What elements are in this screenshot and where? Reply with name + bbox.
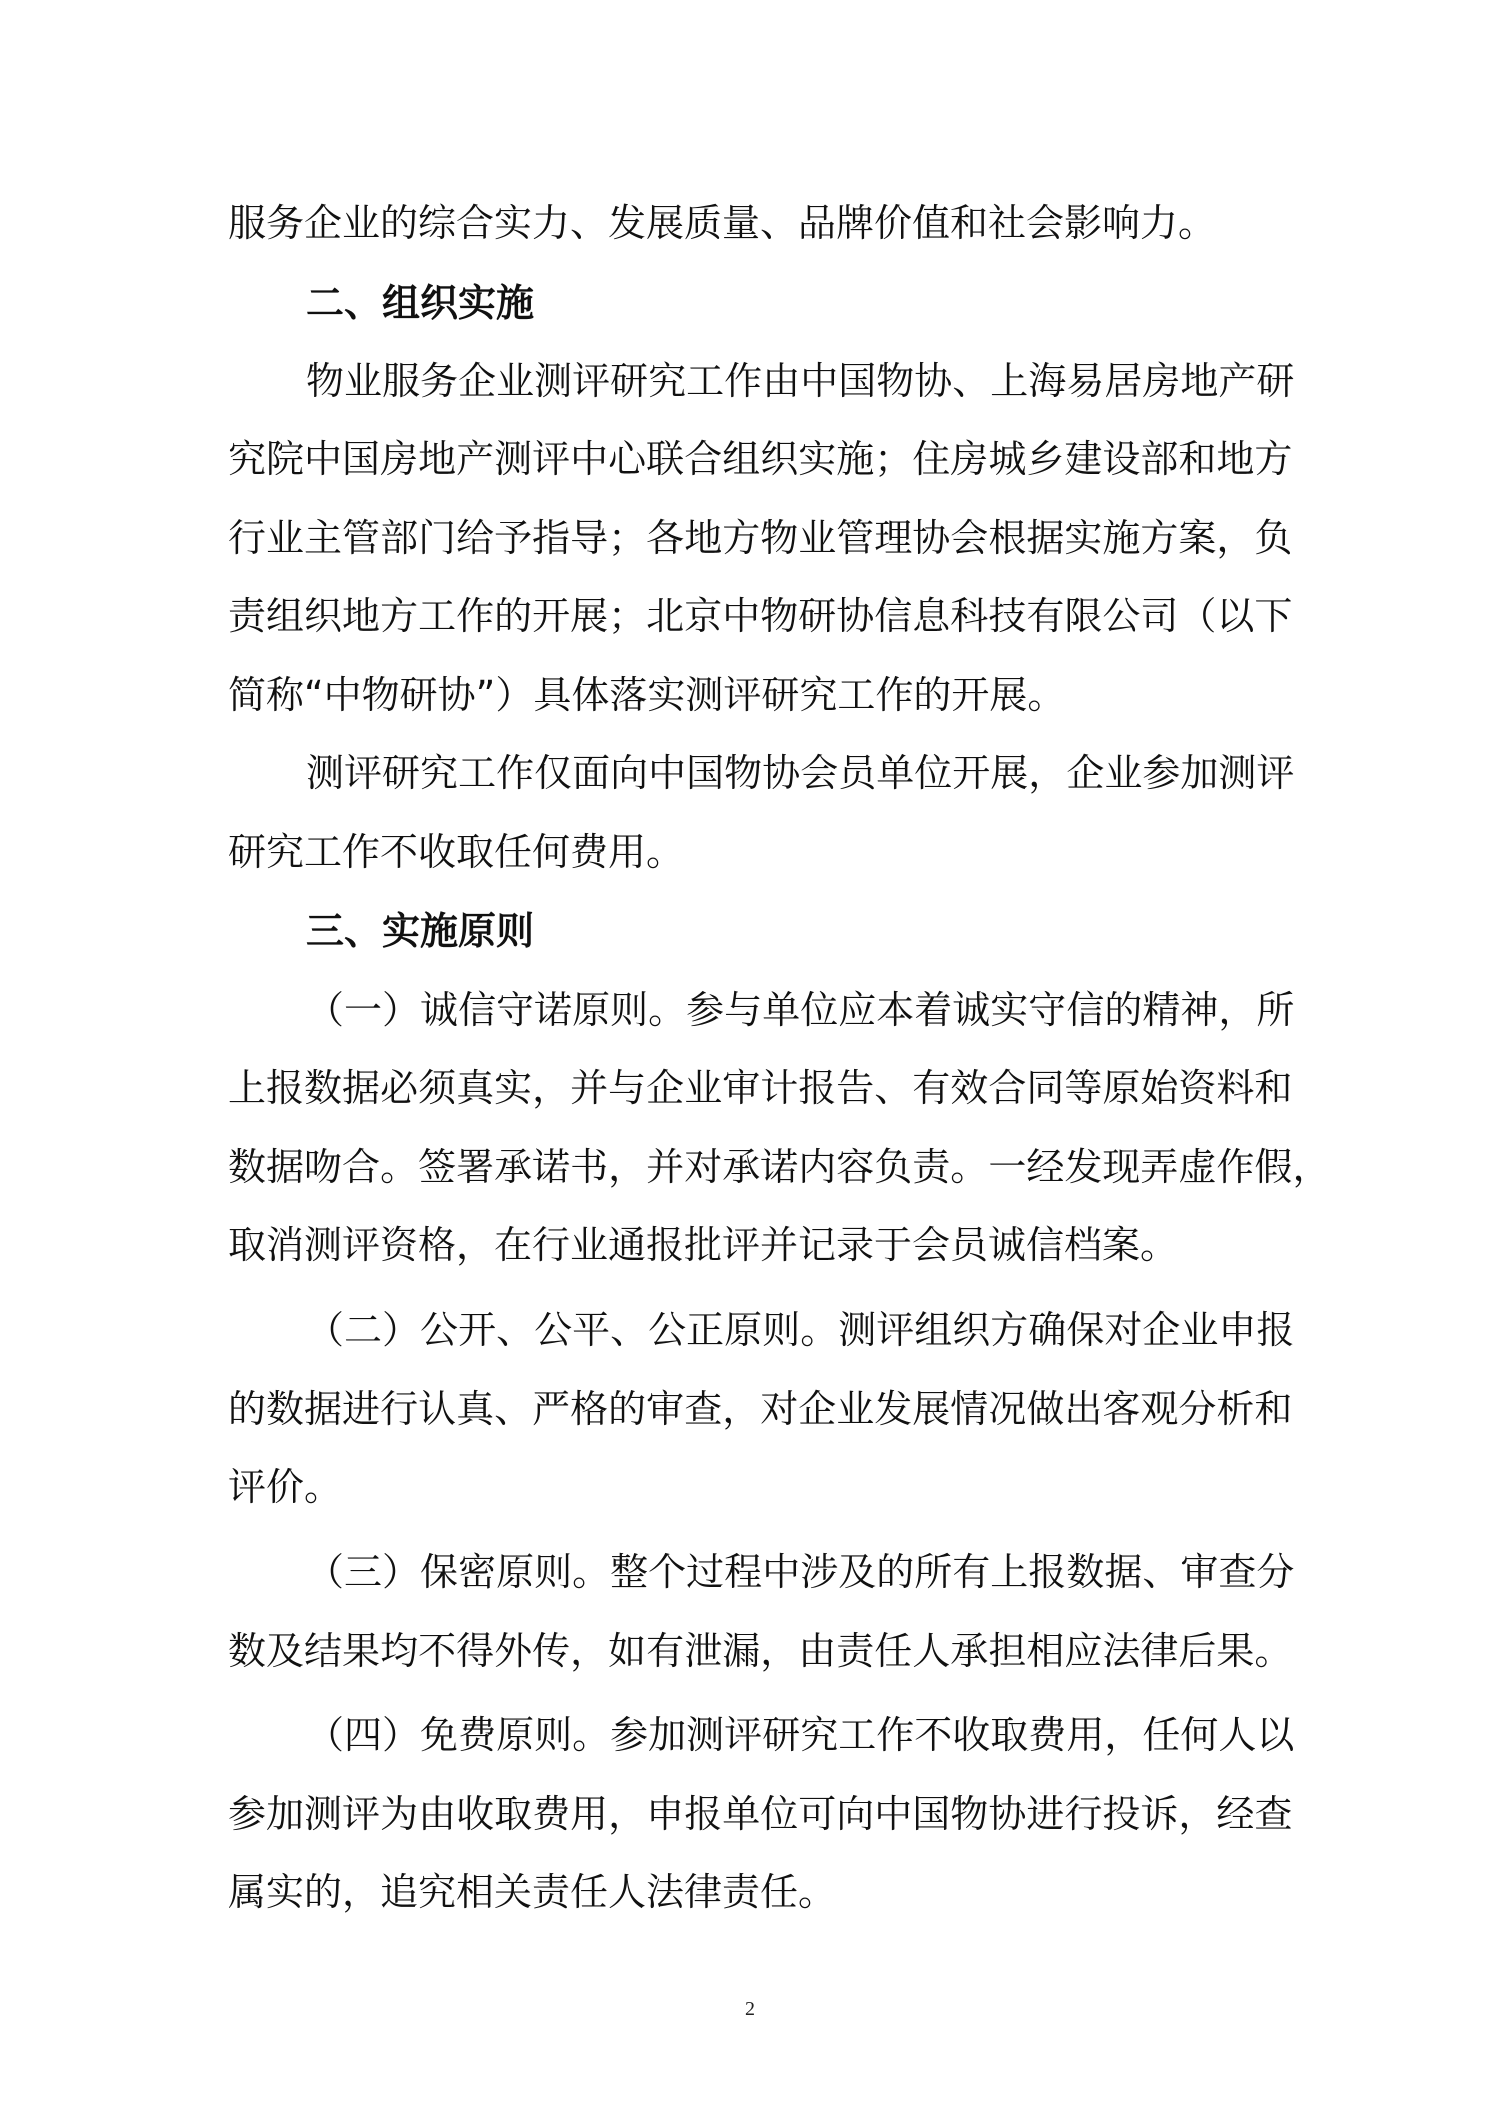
paragraph-line: （ 四 ） 免 费 原 则 。 参 加 测 评 研 究 工 作 不 收 取 费 用 ， 任 何 人 以	[306, 1713, 1295, 1757]
paragraph-line: 测 评 研 究 工 作 仅 面 向 中 国 物 协 会 员 单 位 开 展 ， 企 业 参 加 测 评	[306, 751, 1295, 795]
paragraph-line: （ 二 ） 公 开 、 公 平 、 公 正 原 则 。 测 评 组 织 方 确 保 对 企 业 申 报	[306, 1308, 1295, 1352]
paragraph-line: 责 组 织 地 方 工 作 的 开 展 ； 北 京 中 物 研 协 信 息 科 技 有 限 公 司 （ 以 下	[228, 594, 1293, 638]
section-heading-organization: 二、组织实施	[306, 281, 535, 325]
paragraph-line: 数 据 吻 合 。 签 署 承 诺 书 ， 并 对 承 诺 内 容 负 责 。 一 经 发 现 弄 虚 作 假 ，	[228, 1145, 1331, 1189]
paragraph-line: 评价。	[228, 1465, 343, 1509]
paragraph-line: 服务企业的综合实力、发展质量、品牌价值和社会影响力。	[228, 201, 1217, 245]
paragraph-line: 简称“中物研协”）具体落实测评研究工作的开展。	[228, 673, 1066, 717]
paragraph-line: 取消测评资格，在行业通报批评并记录于会员诚信档案。	[228, 1223, 1179, 1267]
paragraph-line: （ 三 ） 保 密 原 则 。 整 个 过 程 中 涉 及 的 所 有 上 报 数 据 、 审 查 分	[306, 1550, 1295, 1594]
page-number: 2	[745, 1998, 755, 2020]
section-heading-principles: 三、实施原则	[306, 909, 535, 953]
paragraph-line: 物 业 服 务 企 业 测 评 研 究 工 作 由 中 国 物 协 、 上 海 易 居 房 地 产 研	[306, 359, 1295, 403]
paragraph-line: 属实的，追究相关责任人法律责任。	[228, 1870, 837, 1914]
paragraph-line: 的 数 据 进 行 认 真 、 严 格 的 审 查 ， 对 企 业 发 展 情 况 做 出 客 观 分 析 和	[228, 1387, 1293, 1431]
paragraph-line: 数 及 结 果 均 不 得 外 传 ， 如 有 泄 漏 ， 由 责 任 人 承 担 相 应 法 律 后 果 。	[228, 1629, 1293, 1673]
paragraph-line: 参 加 测 评 为 由 收 取 费 用 ， 申 报 单 位 可 向 中 国 物 协 进 行 投 诉 ， 经 查	[228, 1792, 1293, 1836]
paragraph-line: 究 院 中 国 房 地 产 测 评 中 心 联 合 组 织 实 施 ； 住 房 城 乡 建 设 部 和 地 方	[228, 437, 1293, 481]
paragraph-line: 研究工作不收取任何费用。	[228, 830, 685, 874]
paragraph-line: 行 业 主 管 部 门 给 予 指 导 ； 各 地 方 物 业 管 理 协 会 根 据 实 施 方 案 ， 负	[228, 516, 1293, 560]
paragraph-line: 上 报 数 据 必 须 真 实 ， 并 与 企 业 审 计 报 告 、 有 效 合 同 等 原 始 资 料 和	[228, 1066, 1293, 1110]
paragraph-line: （ 一 ） 诚 信 守 诺 原 则 。 参 与 单 位 应 本 着 诚 实 守 信 的 精 神 ， 所	[306, 988, 1295, 1032]
